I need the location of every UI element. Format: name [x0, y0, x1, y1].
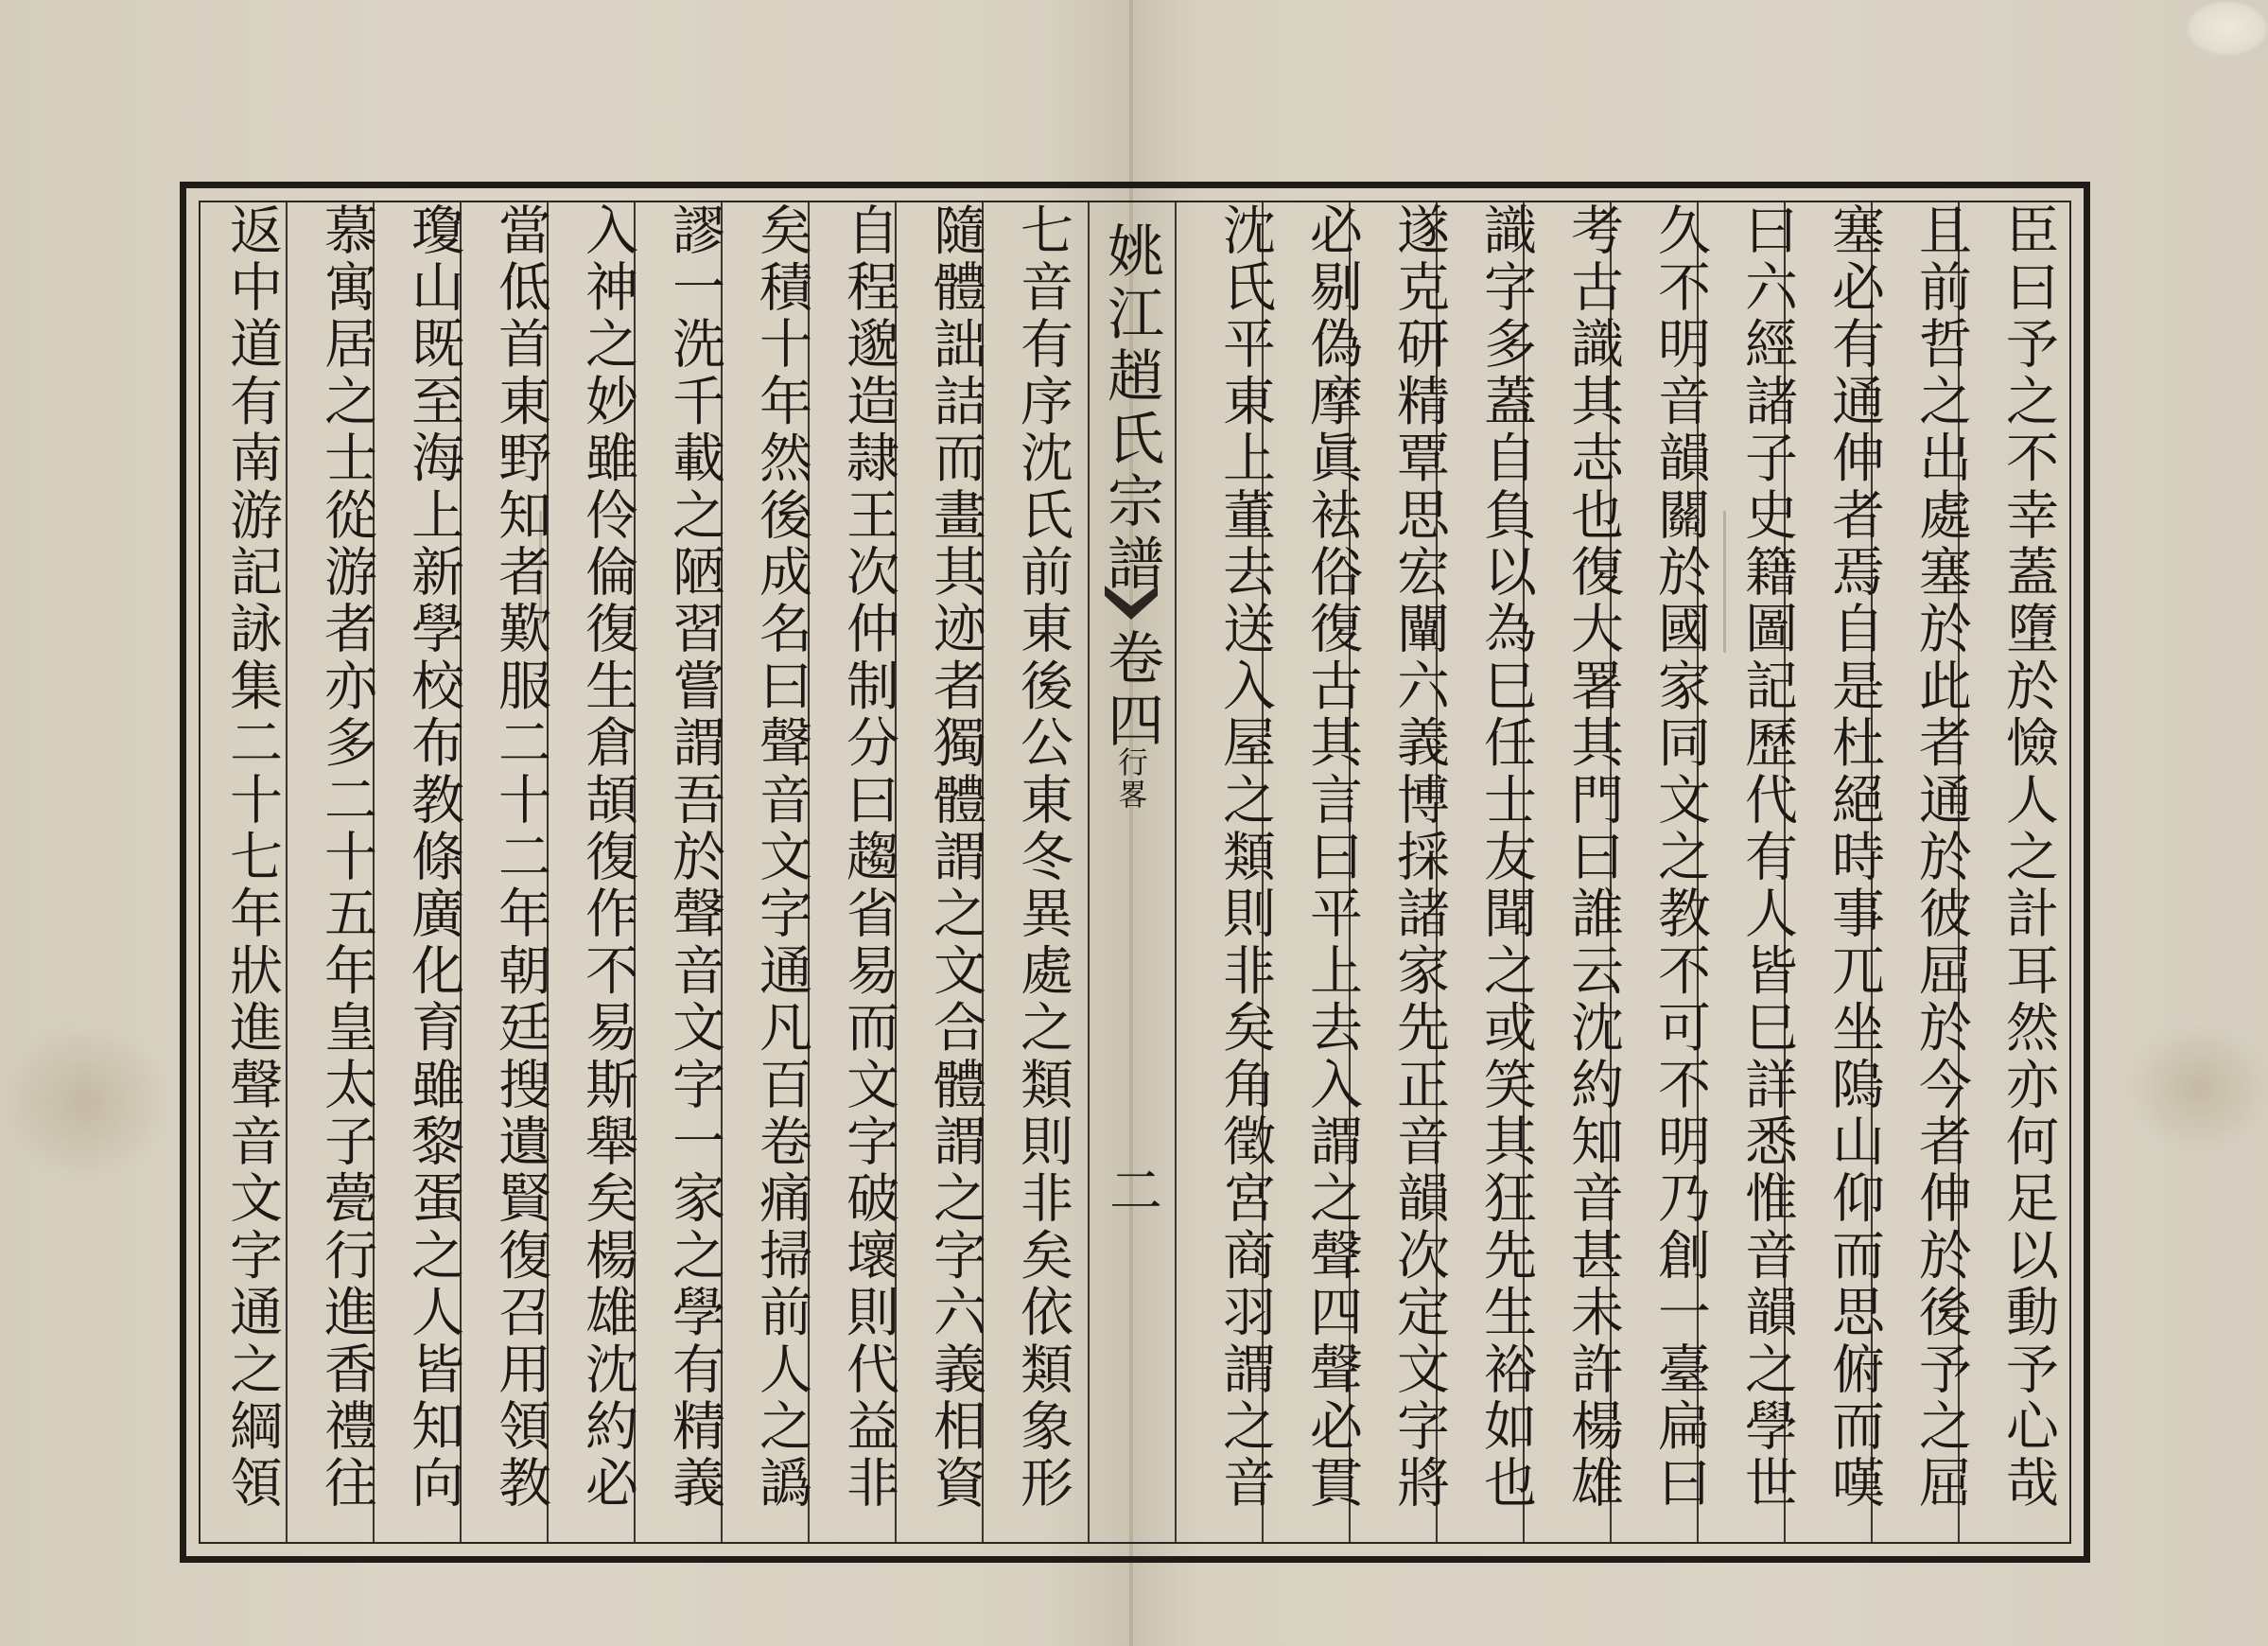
right-column-5: 久不明音韻關於國家同文之教不可不明乃創一臺扁曰: [1649, 202, 1711, 1513]
right-column-6: 考古識其志也復大署其門曰誰云沈約知音甚未許楊雄: [1562, 202, 1624, 1513]
volume-label: 卷四: [1098, 628, 1164, 753]
left-column-9: 慕寓居之士從游者亦多二十五年皇太子甍行進香禮往: [316, 202, 377, 1513]
left-column-10: 返中道有南游記詠集二十七年狀進聲音文字通之綱領: [221, 202, 283, 1513]
book-title: 姚江趙氏宗譜: [1098, 221, 1164, 596]
left-column-5: 謬一洗千載之陋習嘗謂吾於聲音文字一家之學有精義: [664, 202, 725, 1513]
left-column-3: 自程邈造隷王次仲制分曰趨省易而文字破壞則代益非: [838, 202, 899, 1513]
right-column-8: 遂克研精覃思宏闡六義博採諸家先正音韻次定文字將: [1388, 202, 1450, 1513]
left-column-2: 隨體詘詰而畫其迹者獨體謂之文合體謂之字六義相資: [925, 202, 986, 1513]
left-column-7: 當低首東野知者歎服二十二年朝廷搜遺賢復召用領教: [490, 202, 551, 1513]
left-column-1: 七音有序沈氏前東後公東冬異處之類則非矣依類象形: [1012, 202, 1073, 1513]
fold-column: [1088, 202, 1175, 1542]
right-column-7: 識字多蓋自負以為巳任士友聞之或笑其狂先生裕如也: [1475, 202, 1537, 1513]
column-rule: [1175, 202, 1177, 1542]
left-column-6: 入神之妙雖伶倫復生倉頡復作不易斯舉矣楊雄沈約必: [577, 202, 638, 1513]
right-column-1: 臣曰予之不幸蓋墮於憸人之計耳然亦何足以動予心哉: [1998, 202, 2059, 1513]
right-column-2: 且前哲之出處塞於此者通於彼屈於今者伸於後予之屈: [1910, 202, 1972, 1513]
page-number: 二: [1101, 1163, 1162, 1216]
left-column-8: 瓊山既至海上新學校布教條廣化育雖黎蛋之人皆知向: [403, 202, 464, 1513]
right-column-9: 必剔偽摩眞袪俗復古其言曰平上去入謂之聲四聲必貫: [1301, 202, 1363, 1513]
right-column-10: 沈氏平東上董去送入屋之類則非矣角徵宮商羽謂之音: [1214, 202, 1276, 1513]
right-column-3: 塞必有通伸者焉自是杜絕時事兀坐隖山仰而思俯而嘆: [1823, 202, 1885, 1513]
left-column-4: 矣積十年然後成名曰聲音文字通凡百卷痛掃前人之譌: [751, 202, 812, 1513]
section-label: 行畧: [1113, 746, 1149, 811]
right-column-4: 曰六經諸子史籍圖記歷代有人皆巳詳悉惟音韻之學世: [1736, 202, 1798, 1513]
